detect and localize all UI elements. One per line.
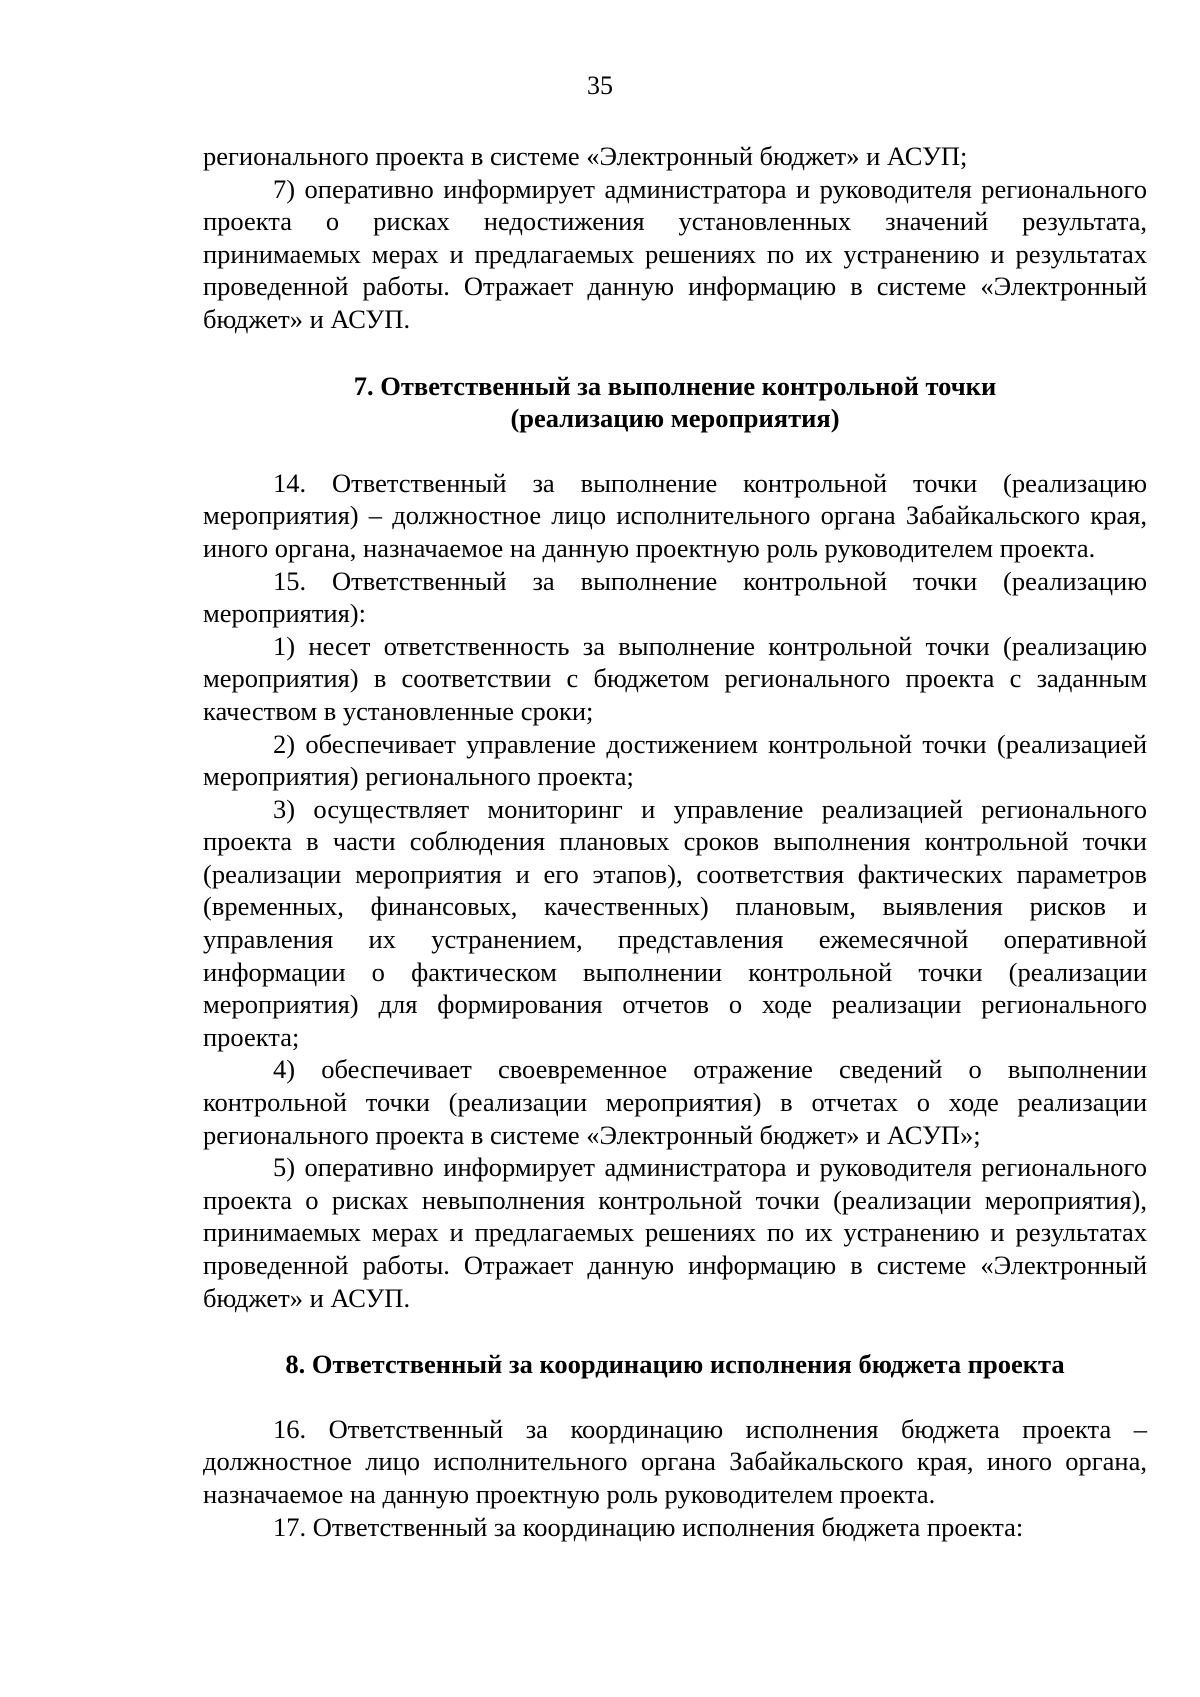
section-heading-8-line-1: 8. Ответственный за координацию исполнения бюджета проекта xyxy=(285,1349,1065,1380)
section-heading-8 xyxy=(203,1348,1147,1381)
paragraph-15-item-4: 4) обеспечивает своевременное отражение сведений о выполнении контрольной точки (реализации мероприятия) в отчетах о ходе реализации регионального проекта в системе «Электронный бюджет» и АСУП»; xyxy=(203,1054,1147,1150)
paragraph-16: 16. Ответственный за координацию исполнения бюджета проекта – должностное лицо исполнительного органа Забайкальского края, иного органа, назначаемое на данную проектную роль руководителем проекта. xyxy=(203,1413,1147,1509)
page-number: 35 xyxy=(587,71,613,100)
paragraph-15-item-2: 2) обеспечивает управление достижением контрольной точки (реализацией мероприятия) регионального проекта; xyxy=(203,728,1147,792)
paragraph-15-item-1: 1) несет ответственность за выполнение контрольной точки (реализацию мероприятия) в соответствии с бюджетом регионального проекта с заданным качеством в установленные сроки; xyxy=(203,630,1147,726)
paragraph-continuation: регионального проекта в системе «Электронный бюджет» и АСУП; xyxy=(203,141,968,171)
paragraph-item-7: 7) оперативно информирует администратора и руководителя регионального проекта о рисках недостижения установленных значений результата, принимаемых мерах и предлагаемых решениях по их устранению и результатах проведенной работы. Отражает данную информацию в системе «Электронный бюджет» и АСУП. xyxy=(203,173,1147,334)
paragraph-14: 14. Ответственный за выполнение контрольной точки (реализацию мероприятия) – должностное лицо исполнительного органа Забайкальского края, иного органа, назначаемое на данную проектную роль руководителем проекта. xyxy=(203,467,1147,563)
section-heading-7-line-1: 7. Ответственный за выполнение контрольной точки xyxy=(353,370,997,401)
paragraph-15-item-5: 5) оперативно информирует администратора и руководителя регионального проекта о рисках невыполнения контрольной точки (реализации мероприятия), принимаемых мерах и предлагаемых решениях по их устранению и результатах проведенной работы. Отражает данную информацию в системе «Электронный бюджет» и АСУП. xyxy=(203,1152,1147,1313)
section-heading-7 xyxy=(203,370,1147,435)
paragraph-17: 17. Ответственный за координацию исполнения бюджета проекта: xyxy=(273,1511,1024,1542)
paragraph-15: 15. Ответственный за выполнение контрольной точки (реализацию мероприятия): xyxy=(203,565,1147,629)
paragraph-15-item-3: 3) осуществляет мониторинг и управление реализацией регионального проекта в части соблюдения плановых сроков выполнения контрольной точки (реализации мероприятия и его этапов), соответствия фактических параметров (временных, финансовых, качественных) плановым, выявления рисков и управления их устранением, представления ежемесячной оперативной информации о фактическом выполнении контрольной точки (реализации мероприятия) для формирования отчетов о ходе реализации регионального проекта; xyxy=(203,793,1147,1052)
section-heading-7-line-2: (реализацию мероприятия) xyxy=(510,403,840,434)
document-body xyxy=(203,140,1147,1543)
